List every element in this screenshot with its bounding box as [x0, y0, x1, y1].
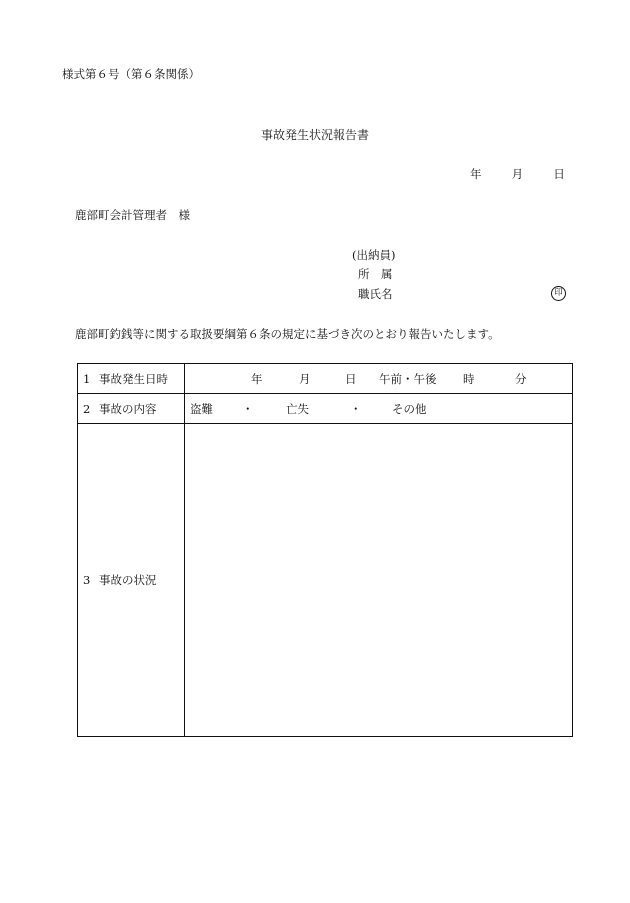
row-number: 3 — [83, 573, 91, 587]
option-separator: ・ — [350, 401, 362, 416]
datetime-minute: 分 — [515, 371, 527, 386]
table-row-situation — [78, 424, 573, 737]
report-date — [470, 166, 565, 182]
situation-field[interactable] — [185, 424, 573, 737]
datetime-hour: 時 — [463, 371, 475, 386]
row-label — [78, 424, 185, 737]
datetime-day: 日 — [345, 371, 357, 386]
document-title: 事故発生状況報告書 — [260, 128, 369, 142]
option-other[interactable]: その他 — [392, 401, 427, 416]
reporter-name-label: 職氏名 — [358, 287, 393, 301]
row-number: 2 — [83, 401, 91, 416]
reporter-role: (出納員) — [352, 248, 396, 262]
table-row-datetime — [78, 364, 573, 394]
table-row-content — [78, 394, 573, 424]
option-theft[interactable]: 盗難 — [190, 401, 213, 416]
report-statement: 鹿部町釣銭等に関する取扱要綱第６条の規定に基づき次のとおり報告いたします。 — [75, 327, 500, 341]
row-label — [78, 364, 185, 394]
incident-type-options[interactable] — [185, 394, 573, 424]
datetime-year: 年 — [251, 371, 263, 386]
row-number: 1 — [83, 371, 91, 386]
addressee: 鹿部町会計管理者 様 — [75, 208, 190, 222]
date-year: 年 — [470, 167, 482, 181]
datetime-ampm: 午前・午後 — [379, 371, 437, 386]
report-table — [77, 363, 573, 737]
option-separator: ・ — [242, 401, 254, 416]
datetime-month: 月 — [299, 371, 311, 386]
row-label-text: 事故の状況 — [99, 573, 157, 587]
row-label-text: 事故発生日時 — [99, 371, 168, 386]
seal-mark-icon: 印 — [551, 286, 566, 301]
date-month: 月 — [511, 167, 524, 181]
form-number: 様式第６号（第６条関係） — [62, 67, 200, 81]
row-label-text: 事故の内容 — [99, 401, 157, 416]
datetime-field[interactable] — [185, 364, 573, 394]
row-label — [78, 394, 185, 424]
option-loss[interactable]: 亡失 — [286, 401, 309, 416]
date-day: 日 — [553, 167, 565, 181]
reporter-department-label: 所 属 — [358, 267, 393, 281]
